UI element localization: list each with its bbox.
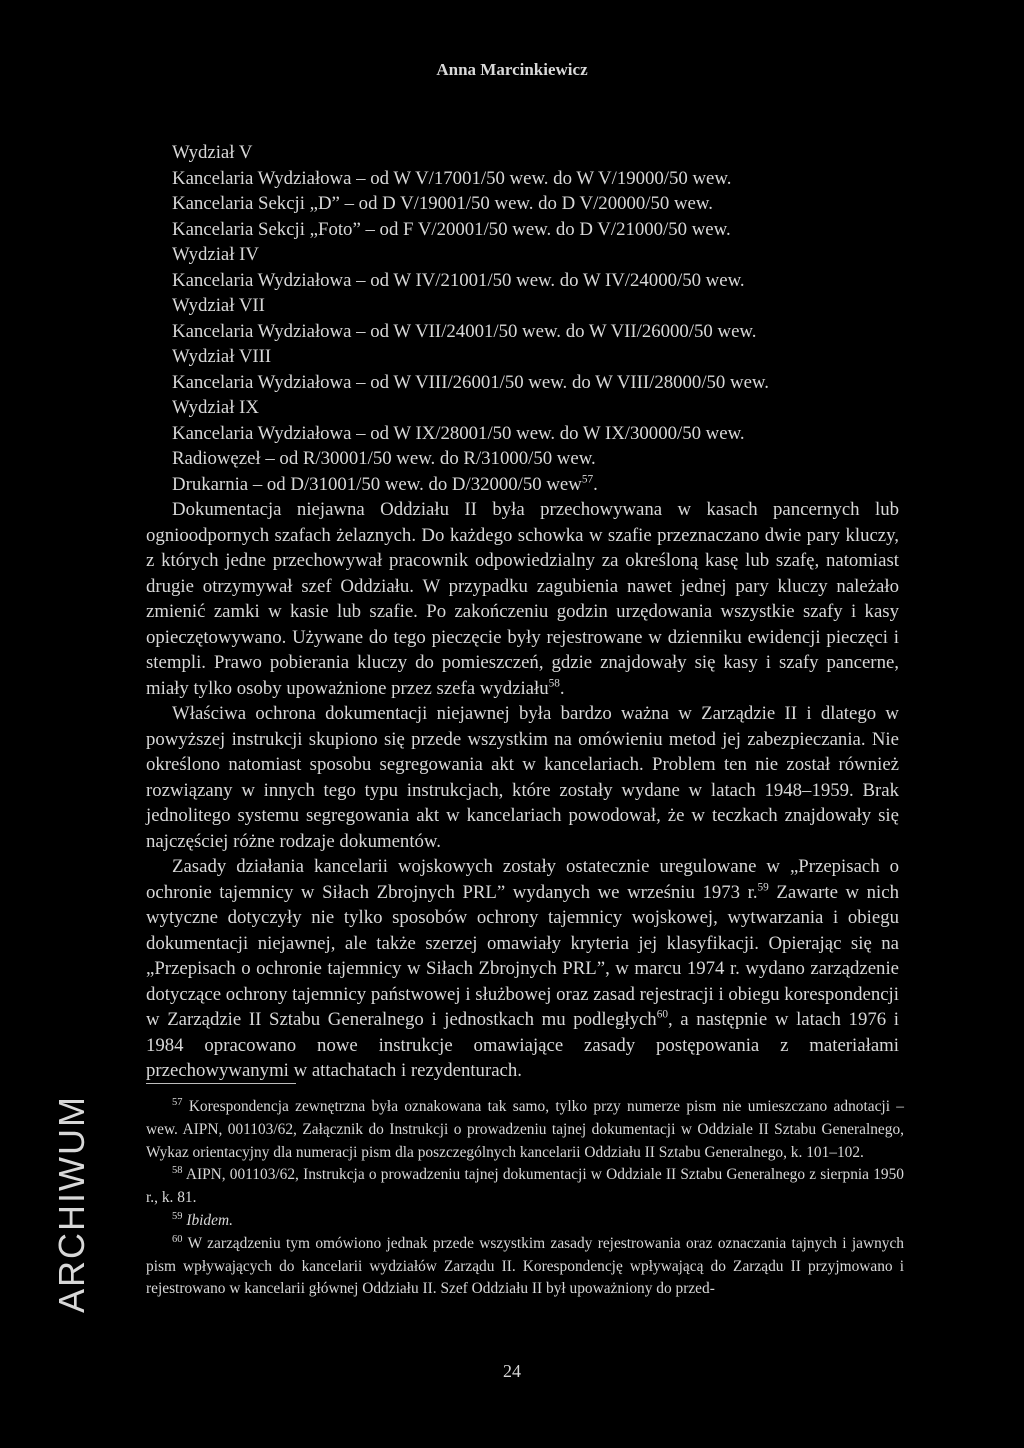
journal-logo-text: ARCHIWUM (51, 1095, 93, 1313)
footnote-divider (146, 1083, 296, 1084)
list-line-tail: . (593, 473, 598, 495)
paragraph-regulations (146, 854, 899, 1084)
footnotes (146, 1096, 904, 1301)
footnote-ref-60[interactable]: 60 (656, 1008, 668, 1021)
footnote-text: Ibidem. (186, 1211, 233, 1229)
list-line: Wydział V (172, 142, 253, 163)
footnote-59 (146, 1210, 904, 1233)
list-line: Kancelaria Wydziałowa – od W V/17001/50 wew. do W V/19000/50 wew. (172, 167, 732, 189)
footnote-number: 58 (172, 1165, 183, 1177)
footnote-ref-59[interactable]: 59 (757, 881, 769, 894)
list-line: Kancelaria Sekcji „D” – od D V/19001/50 wew. do D V/20000/50 wew. (172, 193, 713, 214)
list-line: Wydział IV (172, 244, 260, 265)
paragraph-storage (146, 497, 899, 701)
list-line: Kancelaria Sekcji „Foto” – od F V/20001/50 wew. do D V/21000/50 wew. (172, 218, 731, 240)
paragraph-protection: Właściwa ochrona dokumentacji niejawnej była bardzo ważna w Zarządzie II i dlatego w powyższej instrukcji skupiono się przede wszystkim na omówieniu metod jej zabezpieczania. Nie określono natomiast sposobu segregowania akt w kancelariach. Problem ten nie został również rozwiązany w innych tego typu instrukcjach, które zostały wydane w latach 1948–1959. Brak jednolitego systemu segregowania akt w kancelariach powodował, że w teczkach znajdowały się najczęściej różne rodzaje dokumentów. (146, 703, 899, 852)
list-line: Kancelaria Wydziałowa – od W VIII/26001/50 wew. do W VIII/28000/50 wew. (172, 371, 769, 393)
paragraph-text: Zawarte w nich wytyczne dotyczyły nie tylko sposobów ochrony tajemnicy wojskowej, wytwarzania i obiegu dokumentacji niejawnej, ale także szerzej omawiały kryteria jej klasyfikacji. Opierając się na „Przepisach o ochronie tajemnicy w Siłach Zbrojnych PRL”, w marcu 1974 r. wydano zarządzenie dotyczące ochrony tajemnicy państwowej i służbowej oraz zasad rejestracji i obiegu korespondencji w Zarządzie II Sztabu Generalnego i jednostkach mu podległych (146, 881, 899, 1030)
footnote-number: 60 (172, 1233, 183, 1245)
list-line: Radiowęzeł – od R/30001/50 wew. do R/31000/50 wew. (172, 448, 596, 469)
footnote-58 (146, 1164, 904, 1210)
main-text (146, 140, 899, 1084)
list-line-text: Drukarnia – od D/31001/50 wew. do D/32000/50 wew (172, 473, 582, 495)
list-line: Wydział VII (172, 295, 265, 316)
list-line: Kancelaria Wydziałowa – od W VII/24001/50 wew. do W VII/26000/50 wew. (172, 320, 757, 342)
journal-logo (42, 1095, 102, 1313)
list-line: Wydział VIII (172, 346, 272, 367)
footnote-text: AIPN, 001103/62, Instrukcja o prowadzeniu tajnej dokumentacji w Oddziale II Sztabu Generalnego z sierpnia 1950 r., k. 81. (146, 1166, 904, 1207)
footnote-ref-57[interactable]: 57 (581, 473, 594, 486)
list-line: Wydział IX (172, 397, 260, 418)
page-number: 24 (503, 1361, 521, 1381)
footnote-number: 59 (172, 1210, 183, 1222)
list-line: Kancelaria Wydziałowa – od W IV/21001/50 wew. do W IV/24000/50 wew. (172, 269, 745, 291)
paragraph-text: Zasady działania kancelarii wojskowych zostały ostatecznie uregulowane w „Przepisach o ochronie tajemnicy w Siłach Zbrojnych PRL” wydanych we wrześniu 1973 r. (146, 856, 899, 903)
paragraph-text: , a następnie w latach 1976 i 1984 opracowano nowe instrukcje omawiające zasady postępowania z materiałami przechowywanymi w attachatach i rezydenturach. (146, 1009, 899, 1081)
footnote-60 (146, 1233, 904, 1301)
running-head: Anna Marcinkiewicz (436, 60, 588, 79)
paragraph-text: Dokumentacja niejawna Oddziału II była przechowywana w kasach pancernych lub ognioodpornych szafach żelaznych. Do każdego schowka w szafie przeznaczano dwie pary kluczy, z których jedne przechowywał pracownik odpowiedzialny za określoną kasę lub szafę, natomiast drugie otrzymywał szef Oddziału. W przypadku zagubienia nawet jednej pary kluczy należało zmienić zamki w kasie lub szafie. Po zakończeniu godzin urzędowania wszystkie szafy i kasy opieczętowywano. Używane do tego pieczęcie były rejestrowane w dzienniku ewidencji pieczęci i stempli. Prawo pobierania kluczy do pomieszczeń, gdzie znajdowały się kasy i szafy pancerne, miały tylko osoby upoważnione przez szefa wydziału (146, 499, 899, 699)
footnote-ref-58[interactable]: 58 (548, 677, 560, 690)
footnote-text: W zarządzeniu tym omówiono jednak przede wszystkim zasady rejestrowania oraz oznaczania tajnych i jawnych pism wpływających do kancelarii wydziałów Zarządu II. Korespondencję wpływającą do Zarządu II przyjmowano i rejestrowano w kancelarii głównej Oddziału II. Szef Oddziału II był upoważniony do przed- (146, 1234, 904, 1298)
list-line-drukarnia (172, 472, 899, 498)
footnote-number: 57 (172, 1096, 183, 1108)
footnote-text: Korespondencja zewnętrzna była oznakowana tak samo, tylko przy numerze pism nie umieszczano adnotacji – wew. AIPN, 001103/62, Załącznik do Instrukcji o prowadzeniu tajnej dokumentacji w Oddziale II Sztabu Generalnego, Wykaz orientacyjny dla numeracji pism dla poszczególnych kancelarii Oddziału II Sztabu Generalnego, k. 101–102. (146, 1098, 904, 1161)
list-line: Kancelaria Wydziałowa – od W IX/28001/50 wew. do W IX/30000/50 wew. (172, 422, 745, 444)
paragraph-tail: . (559, 677, 565, 699)
footnote-57 (146, 1096, 904, 1164)
